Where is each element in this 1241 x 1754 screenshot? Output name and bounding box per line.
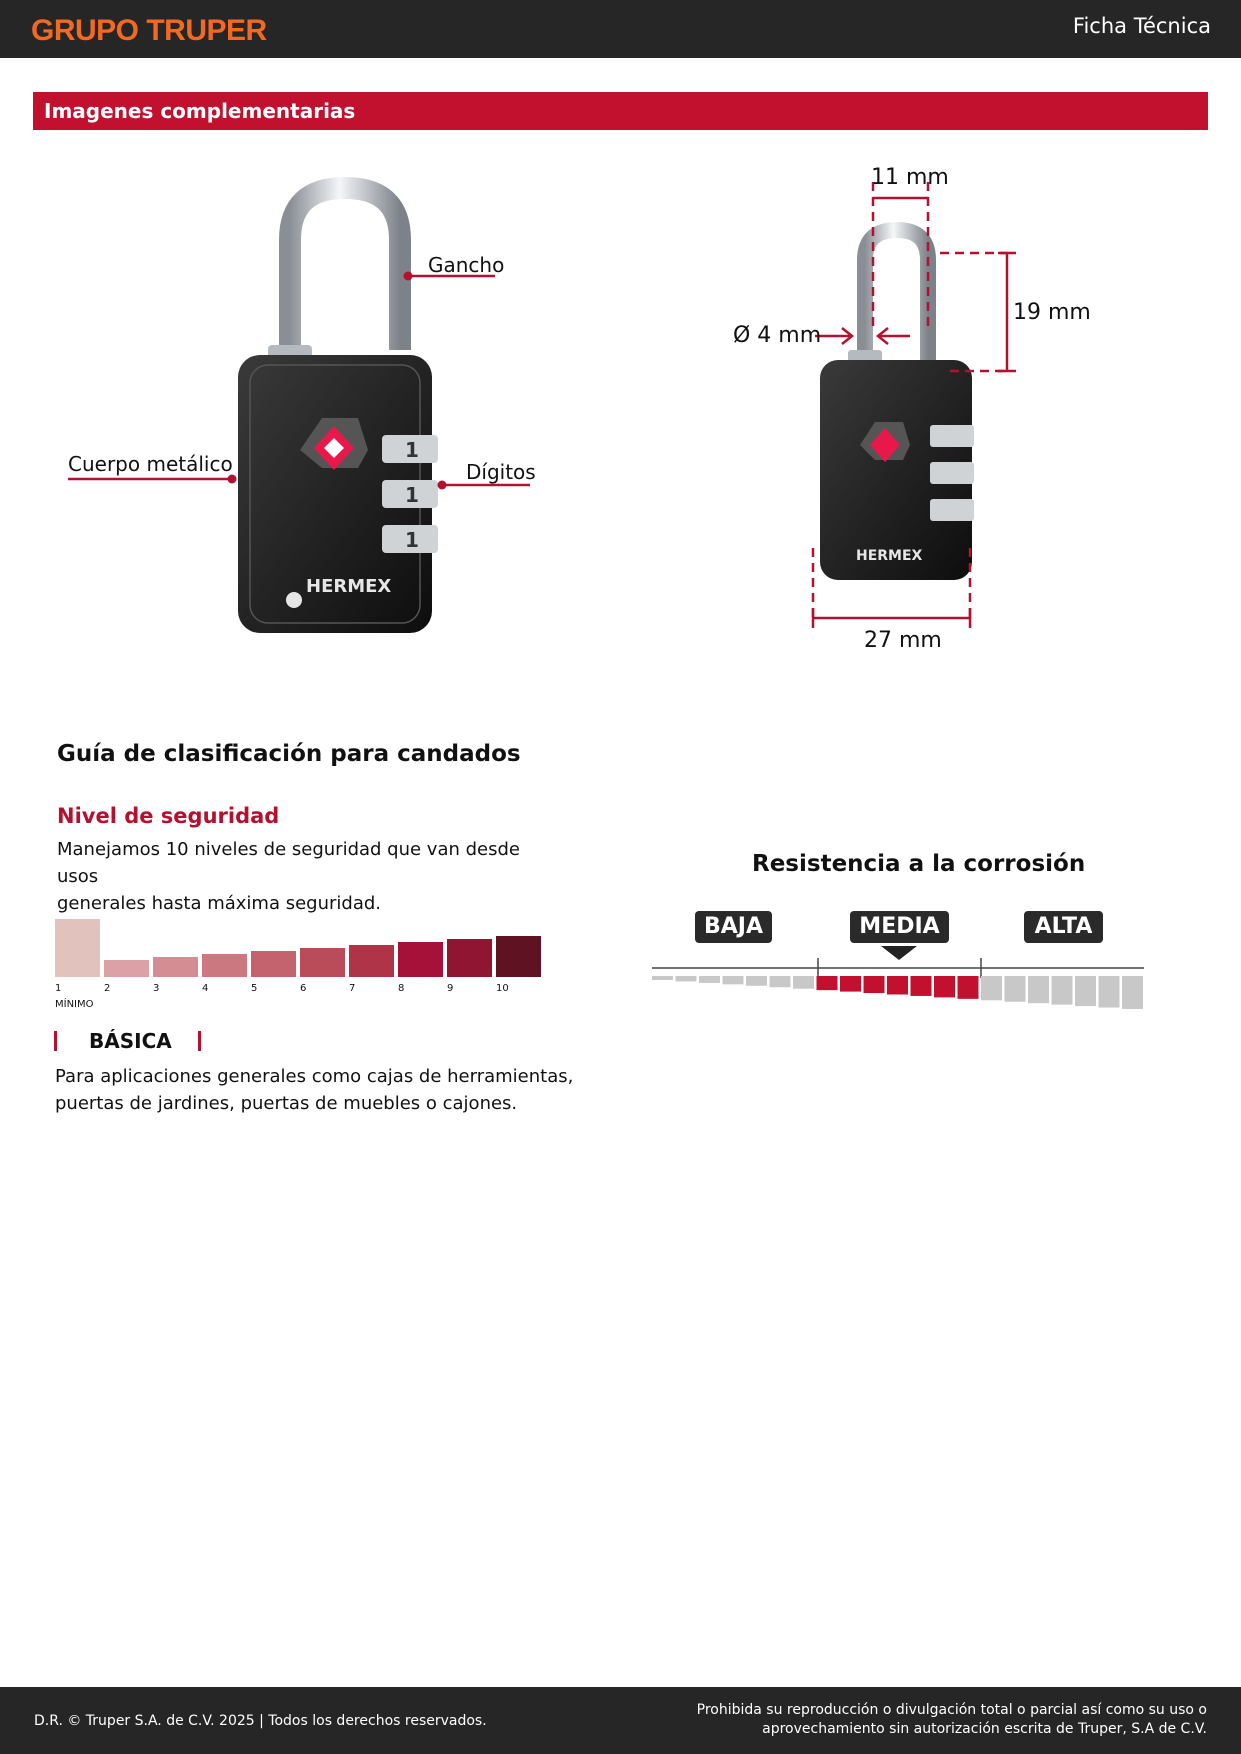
corrosion-segment-10 bbox=[864, 976, 885, 993]
svg-text:1: 1 bbox=[405, 528, 419, 552]
footer-copyright: D.R. © Truper S.A. de C.V. 2025 | Todos los derechos reservados. bbox=[34, 1713, 487, 1729]
padlock-illustration bbox=[0, 150, 620, 690]
security-level-tick-3: 3 bbox=[153, 983, 160, 994]
security-level-tick-1: 1 bbox=[55, 983, 62, 994]
corrosion-title: Resistencia a la corrosión bbox=[752, 851, 1086, 877]
security-level-tick-7: 7 bbox=[349, 983, 356, 994]
category-bracket-left bbox=[54, 1031, 57, 1051]
label-digits: Dígitos bbox=[466, 460, 536, 484]
corrosion-segment-15 bbox=[981, 976, 1002, 1000]
label-hook: Gancho bbox=[428, 253, 505, 277]
security-description: Manejamos 10 niveles de seguridad que van desde usos generales hasta máxima seguridad. bbox=[57, 839, 520, 914]
category-bracket-right bbox=[198, 1031, 201, 1051]
top-bar bbox=[0, 0, 1241, 58]
label-body: Cuerpo metálico bbox=[68, 452, 233, 476]
svg-text:1: 1 bbox=[405, 438, 419, 462]
category-label: BÁSICA bbox=[89, 1029, 172, 1053]
dim-shackle-height: 19 mm bbox=[1013, 300, 1091, 325]
corrosion-segment-12 bbox=[911, 976, 932, 996]
security-level-bar-8 bbox=[398, 942, 443, 977]
combination-dials bbox=[382, 435, 438, 553]
footer bbox=[0, 1687, 1241, 1754]
svg-text:1: 1 bbox=[405, 483, 419, 507]
corrosion-segment-3 bbox=[699, 976, 720, 983]
dimension-illustration bbox=[620, 150, 1240, 670]
security-level-tick-4: 4 bbox=[202, 983, 209, 994]
brand-mark: HERMEX bbox=[306, 576, 392, 597]
dim-shackle-width: 11 mm bbox=[871, 165, 949, 190]
corrosion-segment-9 bbox=[840, 976, 861, 992]
svg-text:HERMEX: HERMEX bbox=[856, 548, 923, 564]
security-level-tick-5: 5 bbox=[251, 983, 258, 994]
security-level-tick-10: 10 bbox=[496, 983, 509, 994]
document-type: Ficha Técnica bbox=[1072, 14, 1211, 38]
corrosion-segment-13 bbox=[934, 976, 955, 997]
corrosion-tag-medium: MEDIA bbox=[850, 911, 949, 943]
corrosion-segment-20 bbox=[1099, 976, 1120, 1008]
corrosion-segment-18 bbox=[1052, 976, 1073, 1005]
corrosion-segment-11 bbox=[887, 976, 908, 995]
corrosion-segment-14 bbox=[958, 976, 979, 999]
security-level-bar-1 bbox=[55, 919, 100, 977]
corrosion-tag-low: BAJA bbox=[695, 911, 772, 943]
security-level-tick-9: 9 bbox=[447, 983, 454, 994]
corrosion-segment-6 bbox=[770, 976, 791, 987]
security-level-tick-8: 8 bbox=[398, 983, 405, 994]
corrosion-segment-21 bbox=[1122, 976, 1143, 1009]
dim-body-width: 27 mm bbox=[864, 628, 942, 653]
corrosion-segment-4 bbox=[723, 976, 744, 984]
security-level-bar-5 bbox=[251, 951, 296, 977]
corrosion-scale bbox=[650, 940, 1150, 1020]
corrosion-segment-5 bbox=[746, 976, 767, 986]
corrosion-segment-7 bbox=[793, 976, 814, 989]
security-level-bar-10 bbox=[496, 936, 541, 977]
security-level-bar-7 bbox=[349, 945, 394, 977]
corrosion-segment-19 bbox=[1075, 976, 1096, 1006]
security-level-tick-6: 6 bbox=[300, 983, 307, 994]
security-min-label: MÍNIMO bbox=[55, 999, 94, 1010]
section-title: Imagenes complementarias bbox=[44, 99, 356, 123]
corrosion-tag-high: ALTA bbox=[1024, 911, 1103, 943]
footer-legal: Prohibida su reproducción o divulgación total o parcial así como su uso o aprovechamiento sin autorización escrita de Truper, S.A de C.V. bbox=[696, 1702, 1207, 1737]
corrosion-segment-17 bbox=[1028, 976, 1049, 1003]
brand-logo: GRUPO TRUPER bbox=[31, 14, 267, 47]
guide-title: Guía de clasificación para candados bbox=[57, 741, 521, 767]
security-level-tick-2: 2 bbox=[104, 983, 111, 994]
security-level-bar-9 bbox=[447, 939, 492, 977]
security-level-scale bbox=[50, 912, 550, 1012]
security-level-bar-3 bbox=[153, 957, 198, 977]
corrosion-segment-1 bbox=[652, 976, 673, 980]
corrosion-segment-16 bbox=[1005, 976, 1026, 1002]
security-level-bar-2 bbox=[104, 960, 149, 977]
corrosion-selected-pointer bbox=[881, 946, 917, 960]
dim-shackle-diameter: Ø 4 mm bbox=[733, 323, 822, 348]
section-title-bar bbox=[33, 92, 1208, 130]
security-level-bar-4 bbox=[202, 954, 247, 977]
corrosion-segment-8 bbox=[817, 976, 838, 990]
security-level-bar-6 bbox=[300, 948, 345, 977]
corrosion-segment-2 bbox=[676, 976, 697, 981]
security-heading: Nivel de seguridad bbox=[57, 804, 280, 828]
category-description: Para aplicaciones generales como cajas de herramientas, puertas de jardines, puertas de muebles o cajones. bbox=[55, 1066, 574, 1114]
